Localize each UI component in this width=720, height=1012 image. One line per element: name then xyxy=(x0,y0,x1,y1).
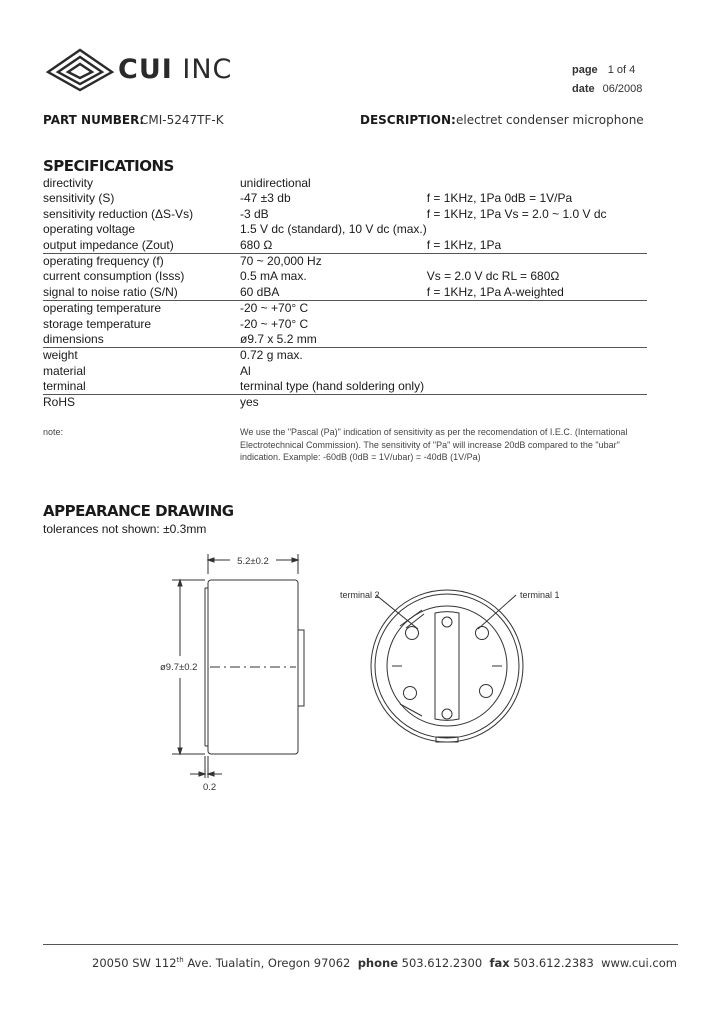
length-dimension-label: 5.2±0.2 xyxy=(237,556,269,567)
spec-condition xyxy=(427,253,647,269)
spec-value: 680 Ω xyxy=(240,238,427,254)
spec-value: -20 ~ +70° C xyxy=(240,301,309,316)
spec-value: yes xyxy=(240,395,259,410)
footer-divider xyxy=(43,944,678,945)
spec-param: sensitivity reduction (ΔS-Vs) xyxy=(43,206,194,221)
side-view-drawing xyxy=(150,548,320,798)
spec-condition: f = 1KHz, 1Pa 0dB = 1V/Pa xyxy=(426,191,573,206)
spec-param: current consumption (Isss) xyxy=(43,269,185,284)
spec-value: 1.5 V dc (standard), 10 V dc (max.) xyxy=(240,222,427,237)
diameter-dimension-label: ø9.7±0.2 xyxy=(160,662,198,673)
table-row xyxy=(43,269,647,284)
front-view-drawing xyxy=(330,580,580,760)
spec-param: directivity xyxy=(43,176,94,190)
table-row xyxy=(43,332,647,348)
spec-param: sensitivity (S) xyxy=(43,191,115,206)
note-label: note: xyxy=(43,427,64,437)
website-link[interactable]: www.cui.com xyxy=(601,956,677,970)
spec-condition: f = 1KHz, 1Pa xyxy=(427,238,647,254)
spec-value: -3 dB xyxy=(240,206,269,221)
spec-param: weight xyxy=(43,348,78,363)
spec-param: RoHS xyxy=(43,395,76,410)
spec-value: -20 ~ +70° C xyxy=(240,316,309,331)
date-indicator: date 06/2008 xyxy=(572,83,643,95)
spec-value: terminal type (hand soldering only) xyxy=(240,379,427,395)
spec-value: 0.72 g max. xyxy=(240,348,303,363)
spec-value: 60 dBA xyxy=(240,285,427,301)
spec-condition xyxy=(427,379,647,395)
table-row xyxy=(43,191,647,206)
spec-condition xyxy=(427,332,647,348)
spec-param: dimensions xyxy=(43,332,240,348)
spec-condition xyxy=(427,222,647,237)
spec-param: operating temperature xyxy=(43,301,162,316)
spec-condition xyxy=(427,301,647,317)
spec-condition xyxy=(427,348,647,364)
table-row xyxy=(43,285,647,301)
spec-value: 0.5 mA max. xyxy=(240,269,307,284)
spec-condition xyxy=(427,395,647,411)
spec-condition xyxy=(427,364,647,379)
part-number-label: PART NUMBER: xyxy=(43,113,145,127)
terminal-2-label: terminal 2 xyxy=(340,590,380,600)
page-indicator: page 1 of 4 xyxy=(572,64,636,76)
table-row xyxy=(43,176,647,191)
spec-value: ø9.7 x 5.2 mm xyxy=(240,332,427,348)
specifications-table xyxy=(43,176,647,411)
lip-dimension-label: 0.2 xyxy=(203,782,217,793)
spec-value: 70 ~ 20,000 Hz xyxy=(240,253,322,268)
appearance-title: APPEARANCE DRAWING xyxy=(43,502,234,520)
spec-param: operating voltage xyxy=(43,222,136,237)
spec-condition xyxy=(427,176,647,191)
spec-param: material xyxy=(43,363,86,378)
spec-param: operating frequency (f) xyxy=(43,253,164,268)
table-row xyxy=(43,222,647,237)
description-label: DESCRIPTION: xyxy=(360,113,456,127)
table-row xyxy=(43,253,647,269)
table-row xyxy=(43,301,647,317)
spec-param: terminal xyxy=(43,379,240,395)
spec-value: -47 ±3 db xyxy=(240,191,291,206)
company-name: CUI INC xyxy=(118,54,233,85)
table-row xyxy=(43,364,647,379)
spec-condition: f = 1KHz, 1Pa A-weighted xyxy=(427,285,647,301)
specifications-title: SPECIFICATIONS xyxy=(43,157,174,175)
spec-condition xyxy=(427,317,647,332)
spec-value: Al xyxy=(240,363,251,378)
table-row xyxy=(43,395,647,411)
note-text: We use the "Pascal (Pa)" indication of sensitivity as per the recomendation of I.E.C. (International Electrotechnical Commission). The sensitivity of "Pa" will increase 20dB compared to the "ubar" indication. Example: -60dB (0dB = 1V/ubar) = -40dB (1V/Pa) xyxy=(240,427,628,462)
table-row xyxy=(43,379,647,395)
table-row xyxy=(43,238,647,254)
tolerance-note: tolerances not shown: ±0.3mm xyxy=(43,522,207,536)
spec-condition: f = 1KHz, 1Pa Vs = 2.0 ~ 1.0 V dc xyxy=(426,206,607,221)
spec-param: output impedance (Zout) xyxy=(43,238,240,254)
footer-contact: 20050 SW 112th Ave. Tualatin, Oregon 97062 phone 503.612.2300 fax 503.612.2383 www.cui.com xyxy=(92,956,677,970)
terminal-1-label: terminal 1 xyxy=(520,590,560,600)
part-number-value: CMI-5247TF-K xyxy=(140,113,224,127)
cui-logo-icon xyxy=(44,46,116,92)
table-row xyxy=(43,348,647,364)
description-value: electret condenser microphone xyxy=(456,113,644,127)
spec-value: unidirectional xyxy=(240,176,311,190)
spec-param: signal to noise ratio (S/N) xyxy=(43,285,240,301)
table-row xyxy=(43,207,647,222)
spec-param: storage temperature xyxy=(43,316,152,331)
spec-condition: Vs = 2.0 V dc RL = 680Ω xyxy=(426,269,560,284)
table-row xyxy=(43,317,647,332)
